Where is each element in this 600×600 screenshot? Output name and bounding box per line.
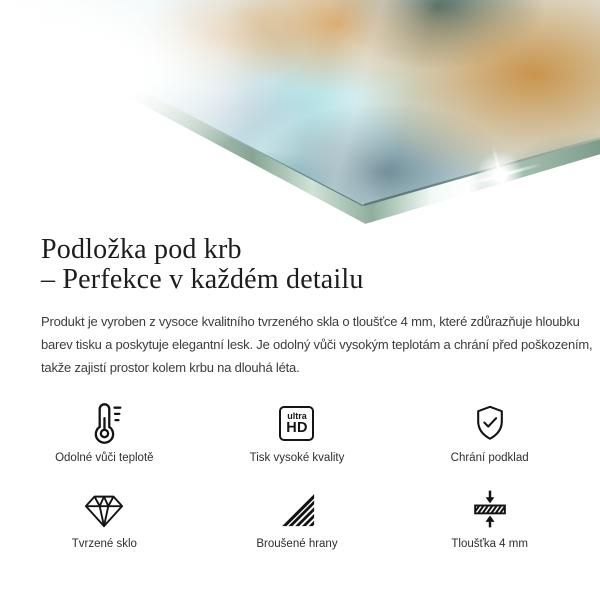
glass-reflection-sheen [0, 0, 600, 232]
uhd-text-top: ultra [287, 410, 307, 421]
feature-label: Tvrzené sklo [71, 538, 137, 550]
page-title-line1: Podložka pod krb [41, 234, 242, 265]
feature-label: Tisk vysoké kvality [249, 452, 345, 464]
thermometer-icon [81, 398, 127, 448]
thickness-4mm-icon [469, 484, 511, 534]
feature-label: Tloušťka 4 mm [451, 538, 528, 550]
beveled-edges-icon [279, 484, 315, 534]
feature-print-quality [201, 398, 394, 475]
ultra-hd-icon [279, 398, 314, 448]
feature-label: Odolné vůči teplotě [55, 452, 154, 464]
description-line: takže zajistí prostor kolem krbu na dlouhá léta. [41, 360, 300, 375]
ultra-hd-badge [279, 406, 314, 441]
shield-check-icon [469, 398, 511, 448]
feature-label: Chrání podklad [450, 452, 529, 464]
feature-heat-resistant [8, 398, 201, 475]
feature-tempered-glass [8, 484, 201, 561]
feature-protects-floor [393, 398, 586, 475]
page-title [41, 235, 364, 295]
product-hero-image [0, 0, 600, 232]
diamond-icon [81, 484, 127, 534]
page-title-line2: – Perfekce v každém detailu [41, 264, 364, 295]
description-line: Produkt je vyroben z vysoce kvalitního tvrzeného skla o tloušťce 4 mm, které zdůrazňuje hloubku [41, 314, 580, 329]
feature-polished-edges [201, 484, 394, 561]
product-description [41, 310, 592, 379]
feature-label: Broušené hrany [256, 538, 338, 550]
feature-thickness [393, 484, 586, 561]
description-line: barev tisku a poskytuje elegantní lesk. Je odolný vůči vysokým teplotám a chrání před poškozením, [41, 337, 593, 352]
uhd-text-bottom: HD [286, 419, 308, 436]
feature-grid [8, 398, 586, 561]
